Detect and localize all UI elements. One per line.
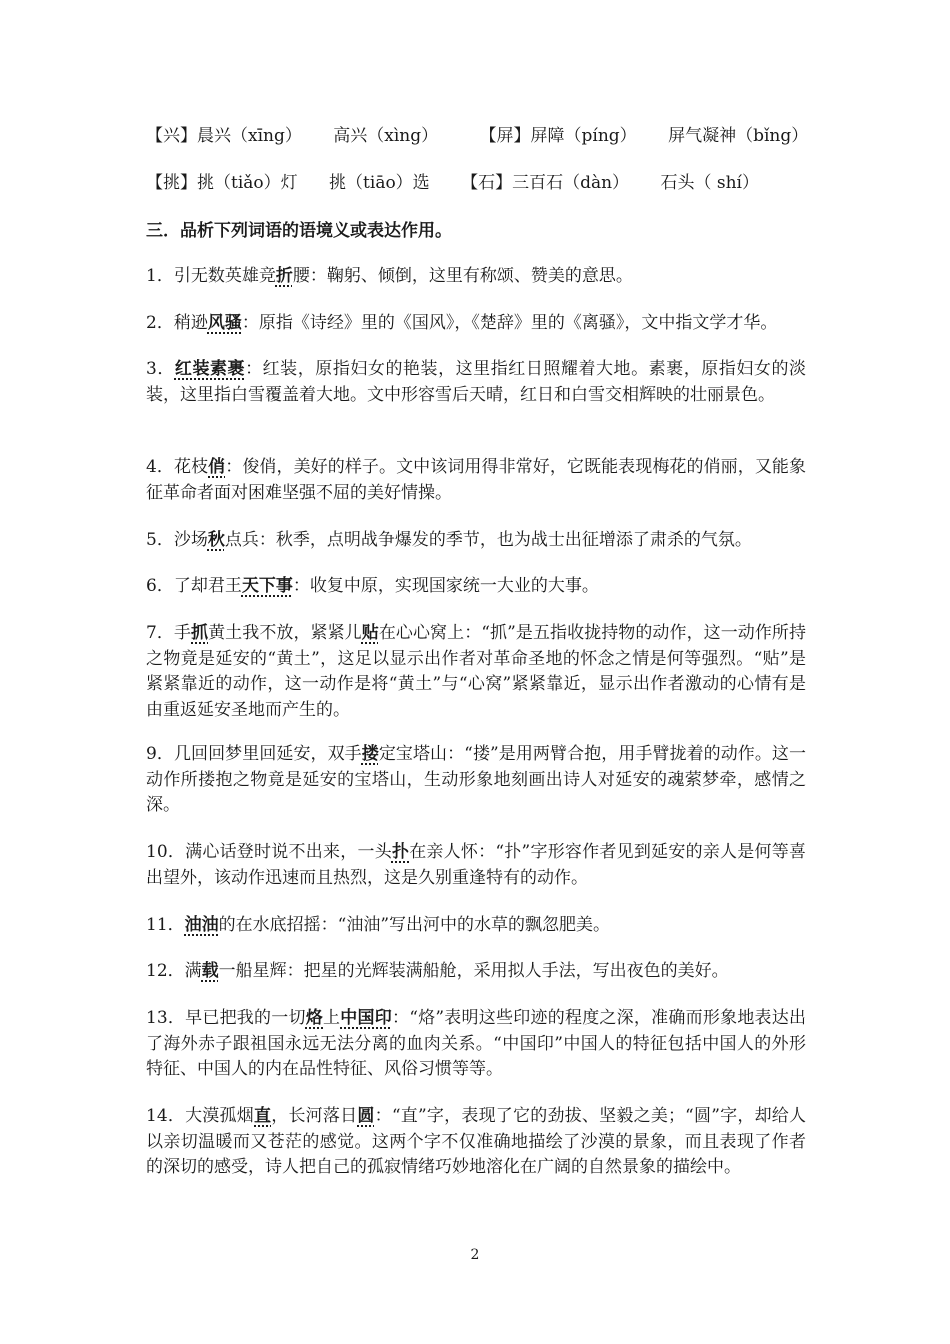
keyword: 天下事 xyxy=(241,576,293,596)
item-text: 12．满 xyxy=(146,961,202,981)
item-text: 黄土我不放，紧紧儿 xyxy=(208,623,362,643)
keyword: 抓 xyxy=(191,623,209,643)
item-text: 1．引无数英雄竞 xyxy=(146,266,276,286)
item-text: ：原指《诗经》里的《国风》，《楚辞》里的《离骚》，文中指文学才华。 xyxy=(241,313,778,333)
item-text: 9．几回回梦里回延安，双手 xyxy=(146,744,362,764)
keyword: 圆 xyxy=(357,1106,375,1126)
keyword: 俏 xyxy=(208,457,226,477)
item-text: 14．大漠孤烟 xyxy=(146,1106,254,1126)
pronunciation-line-1 xyxy=(146,124,808,149)
item-14 xyxy=(146,1104,806,1181)
item-text: ：红装，原指妇女的艳装，这里指红日照耀着大地。素裹，原指妇女的淡装，这里指白雪覆盖着大地。文中形容雪后天晴，红日和白雪交相辉映的壮丽景色。 xyxy=(146,359,806,405)
item-text: 在亲人怀：“扑”字形容作者见到延安的亲人是何等喜出望外，该动作迅速而且热烈，这是久别重逢特有的动作。 xyxy=(146,842,806,888)
item-text: ，长河落日 xyxy=(271,1106,358,1126)
item-4 xyxy=(146,455,806,506)
item-text: ：“烙”表明这些印迹的程度之深，准确而形象地表达出了海外赤子跟祖国永远无法分离的血肉关系。“中国印”中国人的特征包括中国人的外形特征、中国人的内在品性特征、风俗习惯等等。 xyxy=(146,1008,807,1079)
pron-tiao-xuan: 挑（tiāo）选 xyxy=(329,173,430,193)
item-text: ：收复中原，实现国家统一大业的大事。 xyxy=(292,576,599,596)
keyword: 搂 xyxy=(361,744,379,764)
section-title: 三．品析下列词语的语境义或表达作用。 xyxy=(146,221,452,241)
page-number: 2 xyxy=(470,1247,480,1263)
keyword: 风骚 xyxy=(207,313,242,333)
item-text: 定宝塔山：“搂”是用两臂合抱，用手臂拢着的动作。这一动作所搂抱之物竟是延安的宝塔山，生动形象地刻画出诗人对延安的魂萦梦牵，感情之深。 xyxy=(146,744,806,815)
pron-gaoxing: 高兴（xìng） xyxy=(333,126,439,146)
item-text: 11． xyxy=(146,915,185,935)
item-7 xyxy=(146,621,806,723)
item-12 xyxy=(146,959,806,985)
keyword: 红装素裹 xyxy=(174,359,246,379)
item-10 xyxy=(146,840,806,891)
item-text: ：俊俏，美好的样子。文中该词用得非常好，它既能表现梅花的俏丽，又能象征革命者面对困难坚强不屈的美好情操。 xyxy=(146,457,807,503)
keyword: 载 xyxy=(201,961,219,981)
item-13 xyxy=(146,1006,806,1083)
keyword: 中国印 xyxy=(340,1008,392,1028)
item-text: 7．手 xyxy=(146,623,192,643)
keyword: 扑 xyxy=(391,842,410,862)
item-text: 点兵：秋季，点明战争爆发的季节，也为战士出征增添了肃杀的气氛。 xyxy=(224,530,752,550)
keyword: 秋 xyxy=(207,530,225,550)
item-6 xyxy=(146,574,806,600)
pronunciation-line-2 xyxy=(146,171,759,196)
item-text: 5．沙场 xyxy=(146,530,208,550)
item-text: 13．早已把我的一切 xyxy=(146,1008,306,1028)
pron-ping: 【屏】屏障（píng） xyxy=(479,126,637,146)
item-2 xyxy=(146,311,806,337)
pron-dan: 【石】三百石（dàn） xyxy=(461,173,630,193)
pron-bing: 屏气凝神（bǐng） xyxy=(668,126,809,146)
item-text: 的在水底招摇：“油油”写出河中的水草的飘忽肥美。 xyxy=(218,915,611,935)
item-1 xyxy=(146,264,806,290)
item-text: 腰：鞠躬、倾倒，这里有称颂、赞美的意思。 xyxy=(292,266,633,286)
item-5 xyxy=(146,528,806,554)
pron-shi: 石头（ shí） xyxy=(660,173,759,193)
item-text: 4．花枝 xyxy=(146,457,209,477)
item-text: 2．稍逊 xyxy=(146,313,208,333)
pron-tiao-deng: 【挑】挑（tiǎo）灯 xyxy=(146,173,298,193)
keyword: 烙 xyxy=(305,1008,324,1028)
item-text: 10．满心话登时说不出来，一头 xyxy=(146,842,392,862)
item-text: 6．了却君王 xyxy=(146,576,242,596)
keyword: 贴 xyxy=(361,623,379,643)
pron-xing: 【兴】晨兴（xīng） xyxy=(146,126,302,146)
item-text: 一船星辉：把星的光辉装满船舱，采用拟人手法，写出夜色的美好。 xyxy=(218,961,729,981)
item-text: ：“直”字，表现了它的劲拔、坚毅之美；“圆”字，却给人以亲切温暖而又苍茫的感觉。这两个字不仅准确地描绘了沙漠的景象，而且表现了作者的深切的感受，诗人把自己的孤寂情绪巧妙地溶化在广阔的自然景象的描绘中。 xyxy=(146,1106,807,1177)
keyword: 油油 xyxy=(184,915,219,935)
item-11 xyxy=(146,913,806,939)
item-9 xyxy=(146,742,806,819)
keyword: 折 xyxy=(275,266,293,286)
keyword: 直 xyxy=(254,1106,272,1126)
item-text: 3． xyxy=(146,359,175,379)
item-text: 上 xyxy=(323,1008,341,1028)
item-text: 在心心窝上：“抓”是五指收拢持物的动作，这一动作所持之物竟是延安的“黄土”，这足以显示出作者对革命圣地的怀念之情是何等强烈。“贴”是紧紧靠近的动作，这一动作是将“黄土”与“心窝”紧紧靠近，显示出作者激动的心情有是由重返延安圣地而产生的。 xyxy=(146,623,807,720)
item-3 xyxy=(146,357,806,408)
